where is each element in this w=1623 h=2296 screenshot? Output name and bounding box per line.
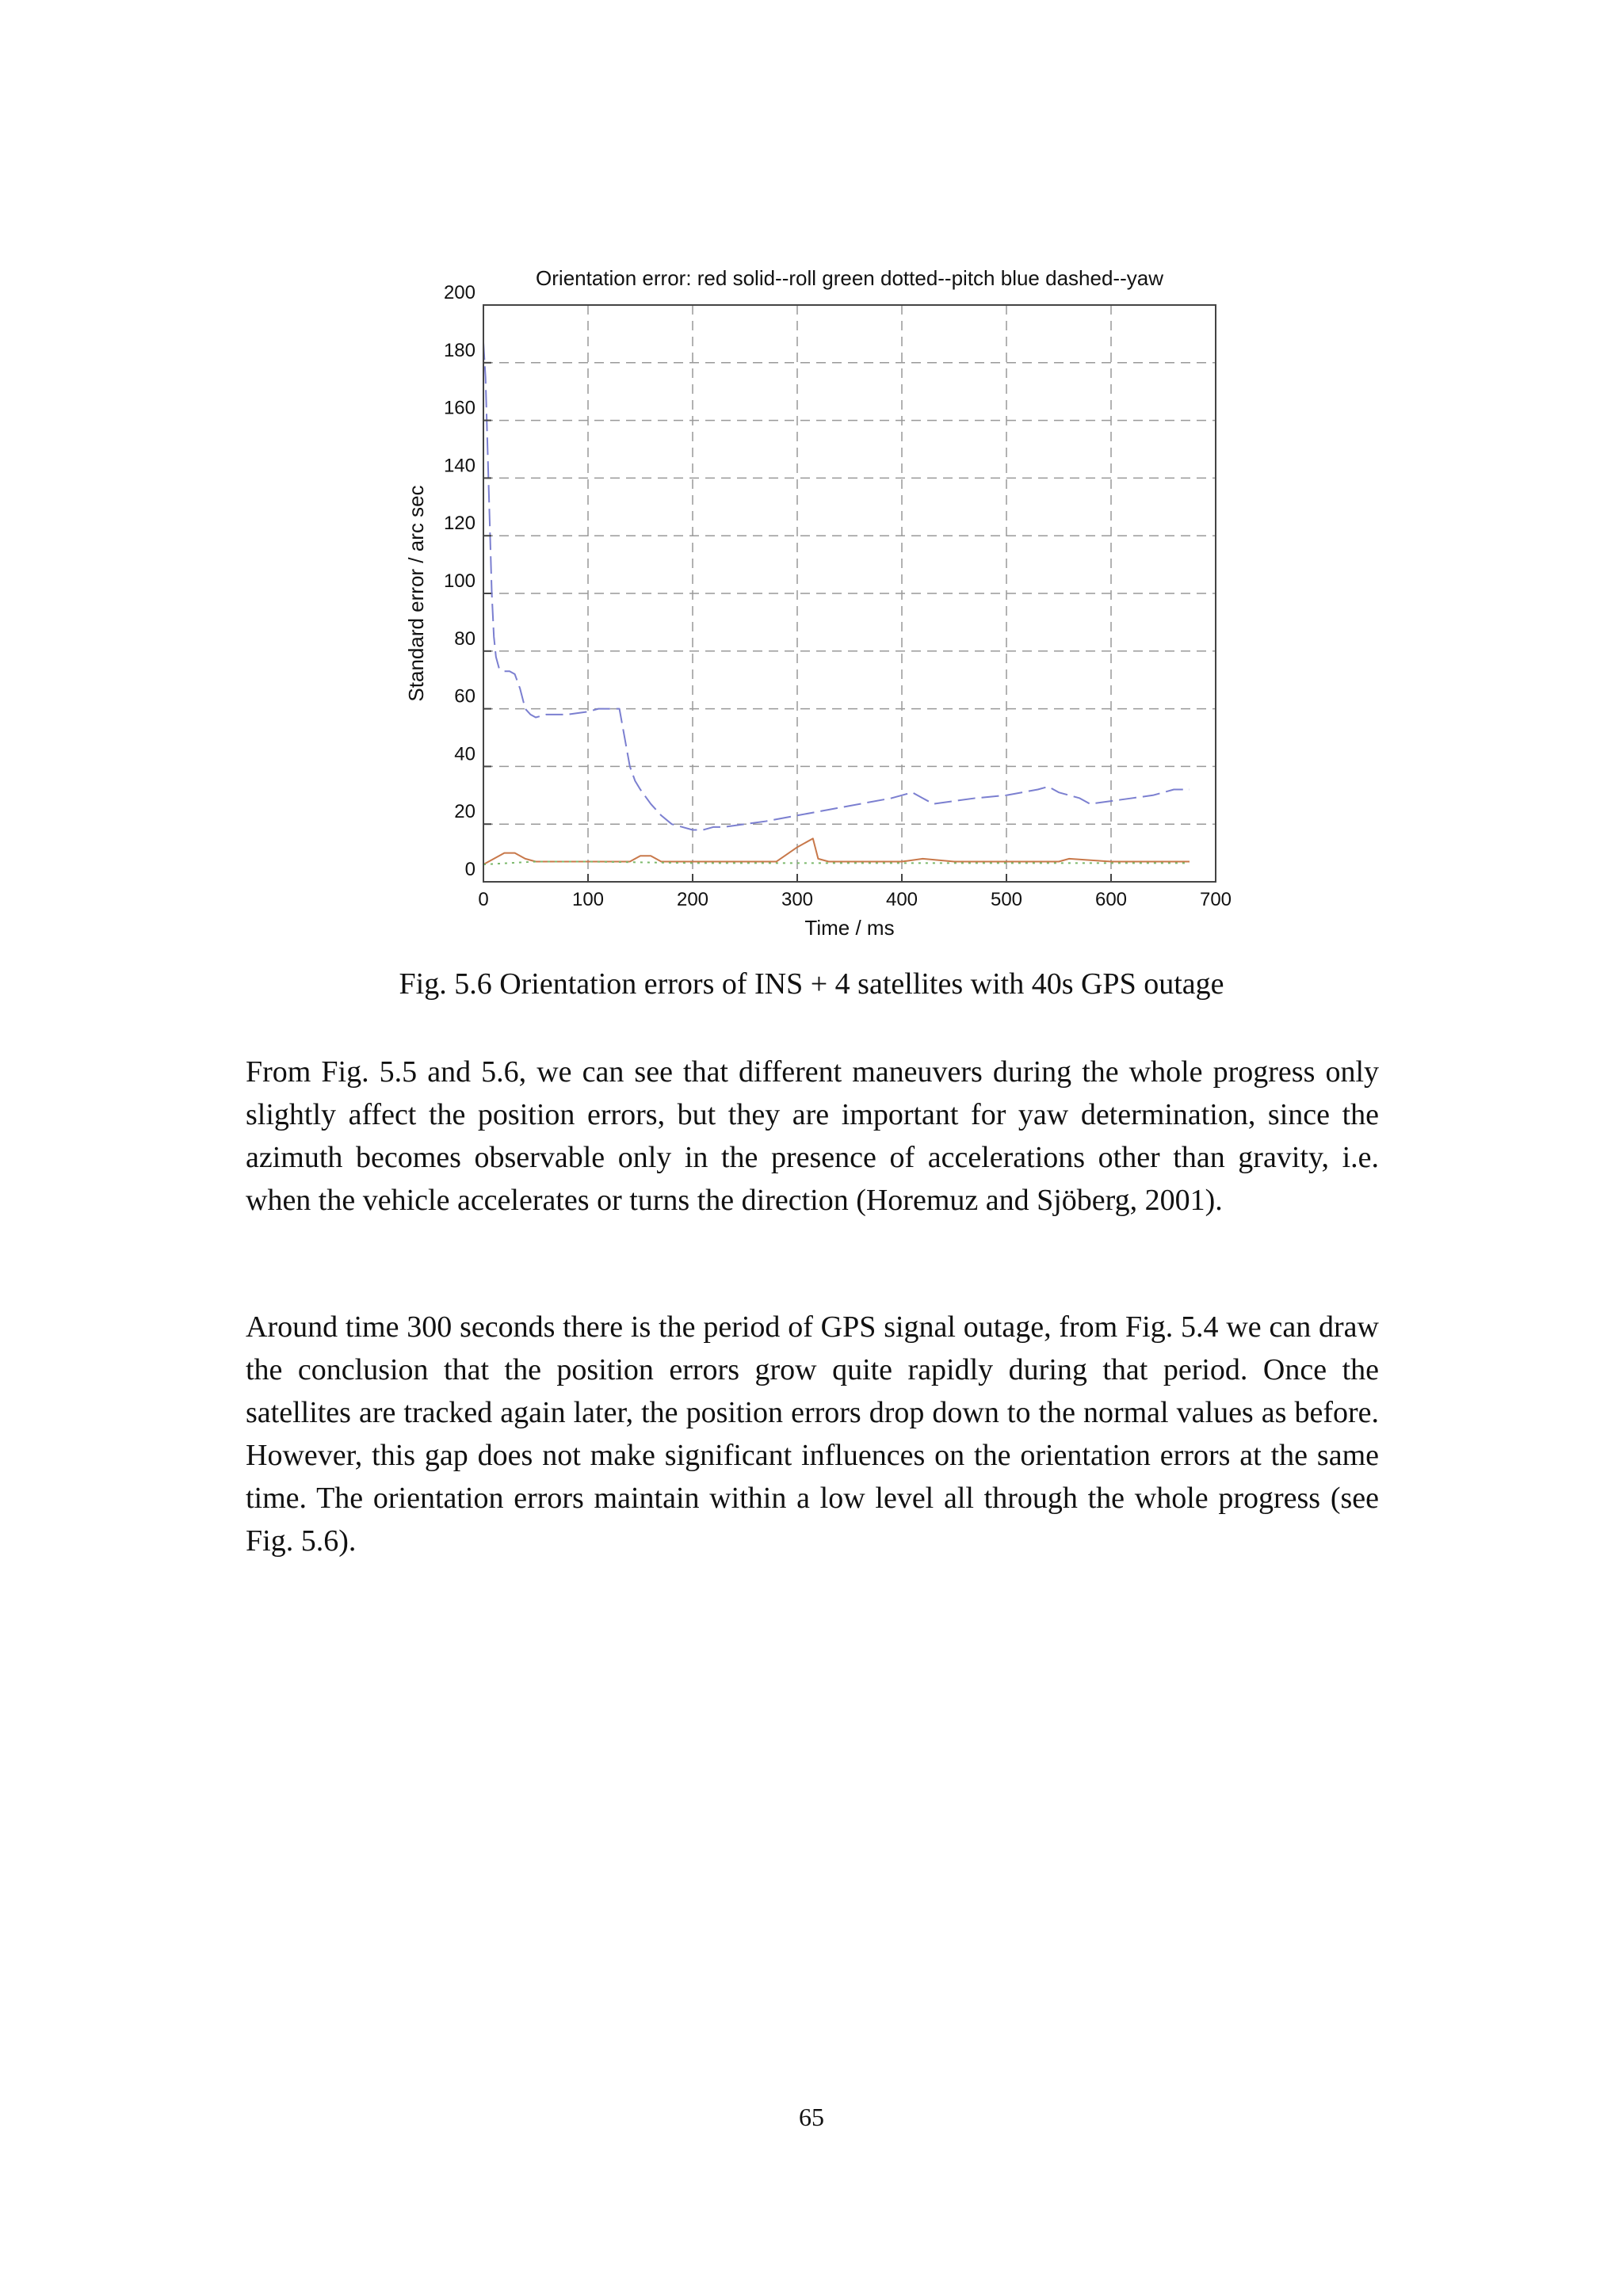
x-tick-label: 500 xyxy=(990,889,1023,910)
chart-ticks xyxy=(444,282,1232,910)
y-tick-label: 160 xyxy=(443,397,475,419)
x-tick-label: 0 xyxy=(478,889,489,910)
y-tick-label: 0 xyxy=(464,859,475,880)
chart-grid xyxy=(483,305,1216,882)
orientation-error-chart xyxy=(0,0,1623,951)
y-tick-label: 120 xyxy=(443,513,475,535)
y-tick-label: 100 xyxy=(443,570,475,592)
series-yaw-line xyxy=(483,342,1190,830)
x-tick-label: 200 xyxy=(676,889,709,910)
x-tick-label: 700 xyxy=(1199,889,1232,910)
y-tick-label: 80 xyxy=(454,627,475,650)
body-paragraph-2: Around time 300 seconds there is the period of GPS signal outage, from Fig. 5.4 we can draw the conclusion that the position errors grow quite rapidly during that period. Once the satellites are tracked again later, the position errors drop down to the normal values as before. However, this gap does not make significant influences on the orientation errors at the same time. The orientation errors maintain within a low level all through the whole progress (see Fig. 5.6). xyxy=(246,1310,1379,1558)
x-tick-label: 600 xyxy=(1094,889,1128,910)
x-tick-label: 400 xyxy=(885,889,918,910)
y-tick-label: 200 xyxy=(443,282,475,303)
chart-title: Orientation error: red solid--roll green dotted--pitch blue dashed--yaw xyxy=(536,266,1163,290)
y-tick-label: 40 xyxy=(454,743,475,765)
series-roll-line xyxy=(483,838,1190,864)
x-tick-label: 300 xyxy=(781,889,814,910)
y-tick-label: 60 xyxy=(454,685,475,707)
figure-caption: Fig. 5.6 Orientation errors of INS + 4 satellites with 40s GPS outage xyxy=(399,967,1224,1001)
y-tick-label: 20 xyxy=(454,801,475,823)
x-axis-label: Time / ms xyxy=(804,916,895,940)
y-tick-label: 180 xyxy=(443,339,475,361)
y-tick-label: 140 xyxy=(443,455,475,477)
x-tick-label: 100 xyxy=(571,889,605,910)
y-axis-label: Standard error / arc sec xyxy=(404,485,428,702)
page-number: 65 xyxy=(799,2103,824,2131)
body-paragraph-1: From Fig. 5.5 and 5.6, we can see that different maneuvers during the whole progress only slightly affect the position errors, but they are important for yaw determination, since the azimuth becomes observable only in the presence of accelerations other than gravity, i.e. when the vehicle accelerates or turns the direction (Horemuz and Sjöberg, 2001). xyxy=(246,1055,1379,1217)
